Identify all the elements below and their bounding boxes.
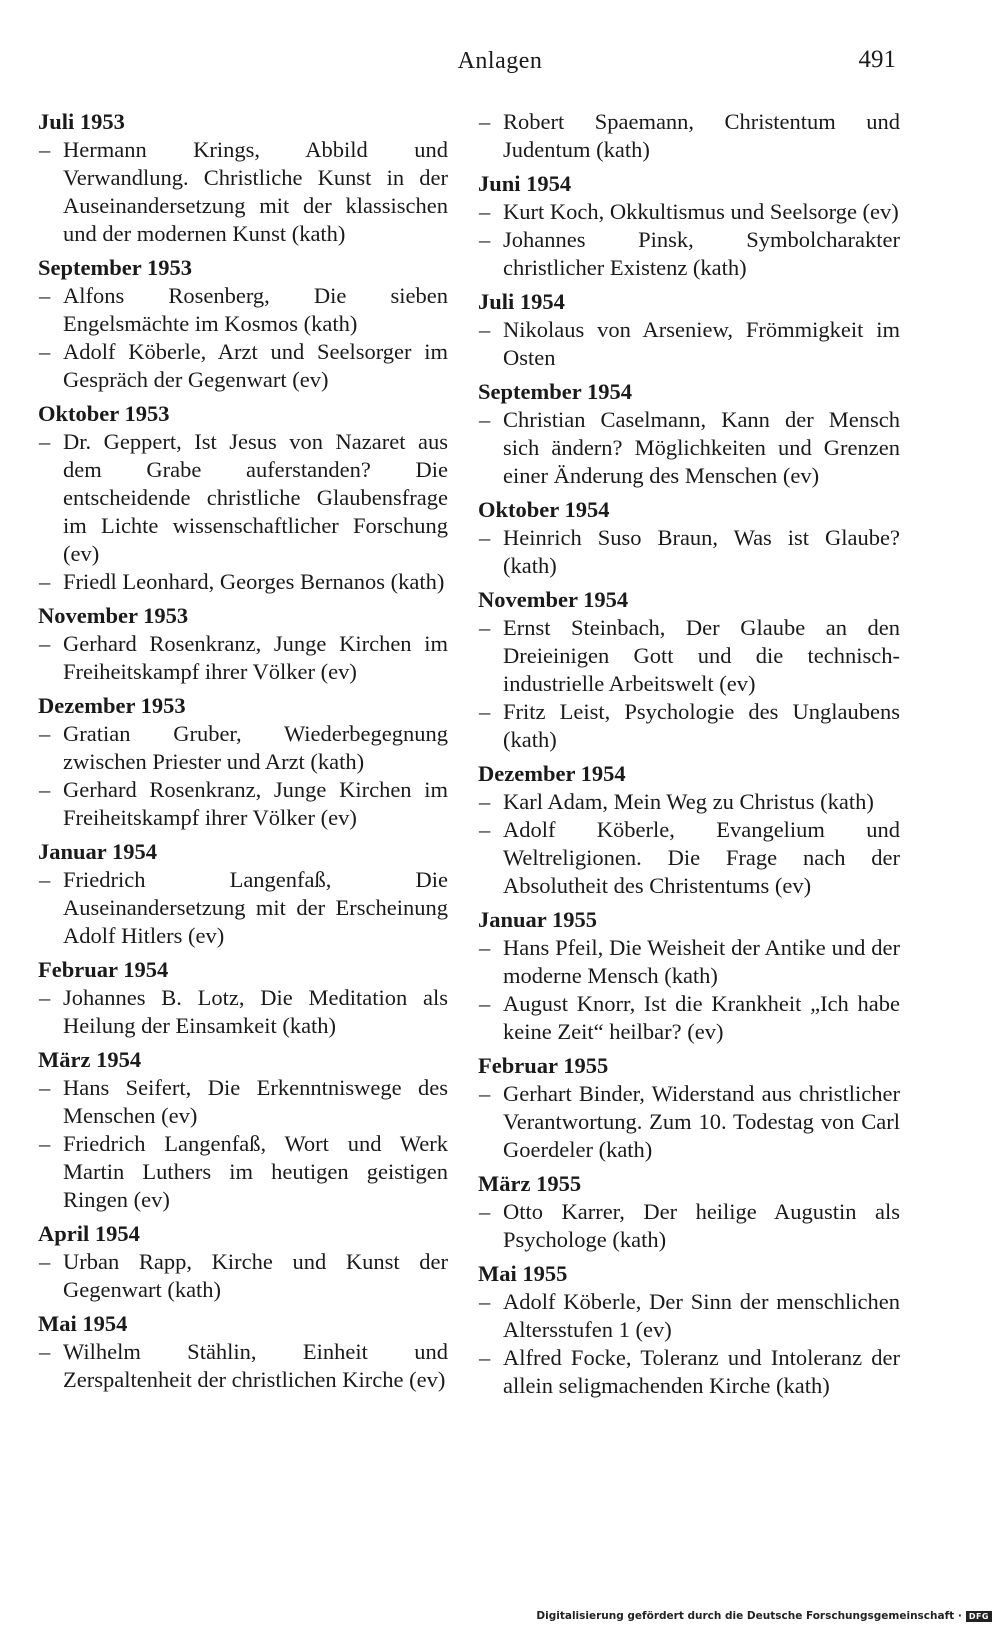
- lecture-entry: – Christian Caselmann, Kann der Mensch sich ändern? Möglichkeiten und Grenzen einer Änderung des Menschen (ev): [478, 406, 900, 490]
- month-heading: Mai 1954: [38, 1311, 128, 1336]
- month-section: [38, 254, 448, 394]
- month-section: [478, 496, 900, 580]
- month-heading: Februar 1954: [38, 957, 169, 982]
- month-heading: November 1953: [38, 603, 189, 628]
- lecture-entry: – Karl Adam, Mein Weg zu Christus (kath): [478, 788, 900, 816]
- month-section: [478, 1260, 900, 1400]
- month-heading: Februar 1955: [478, 1053, 609, 1078]
- lecture-entry: – Hans Pfeil, Die Weisheit der Antike und der moderne Mensch (kath): [478, 934, 900, 990]
- month-section: [38, 692, 448, 832]
- month-section: [478, 1170, 900, 1254]
- lecture-entry: – Hermann Krings, Abbild und Verwandlung. Christliche Kunst in der Auseinandersetzung mit der klassischen und der modernen Kunst (kath): [38, 136, 448, 248]
- left-column: [38, 108, 448, 1400]
- lecture-entry: – Kurt Koch, Okkultismus und Seelsorge (ev): [478, 198, 900, 226]
- month-heading: Juni 1954: [478, 171, 572, 196]
- month-section: [38, 1046, 448, 1214]
- month-heading: November 1954: [478, 587, 629, 612]
- month-section: [478, 586, 900, 754]
- month-section: [38, 1220, 448, 1304]
- dfg-logo: DFG: [966, 1611, 992, 1622]
- month-heading: März 1954: [38, 1047, 142, 1072]
- lecture-entry: – Adolf Köberle, Evangelium und Weltreligionen. Die Frage nach der Absolutheit des Christentums (ev): [478, 816, 900, 900]
- lecture-entry: – Fritz Leist, Psychologie des Unglaubens (kath): [478, 698, 900, 754]
- footer-text: Digitalisierung gefördert durch die Deutsche Forschungsgemeinschaft ·: [536, 1610, 962, 1622]
- month-heading: Mai 1955: [478, 1261, 568, 1286]
- lecture-entry: – Alfred Focke, Toleranz und Intoleranz der allein seligmachenden Kirche (kath): [478, 1344, 900, 1400]
- month-heading: Oktober 1953: [38, 401, 170, 426]
- page-number: 491: [858, 46, 896, 73]
- lecture-entry: – Gratian Gruber, Wiederbegegnung zwischen Priester und Arzt (kath): [38, 720, 448, 776]
- lecture-entry: – Robert Spaemann, Christentum und Judentum (kath): [478, 108, 900, 164]
- page-header: [0, 44, 1000, 84]
- lecture-entry: – Ernst Steinbach, Der Glaube an den Dreieinigen Gott und die technisch-industrielle Arbeitswelt (ev): [478, 614, 900, 698]
- lecture-entry: – Friedrich Langenfaß, Wort und Werk Martin Luthers im heutigen geistigen Ringen (ev): [38, 1130, 448, 1214]
- lecture-entry: – Gerhard Rosenkranz, Junge Kirchen im Freiheitskampf ihrer Völker (ev): [38, 630, 448, 686]
- month-heading: Juli 1953: [38, 109, 125, 134]
- month-section: [478, 1052, 900, 1164]
- lecture-entry: – Heinrich Suso Braun, Was ist Glaube? (kath): [478, 524, 900, 580]
- lecture-entry: – Otto Karrer, Der heilige Augustin als Psychologe (kath): [478, 1198, 900, 1254]
- lecture-entry: – August Knorr, Ist die Krankheit „Ich habe keine Zeit“ heilbar? (ev): [478, 990, 900, 1046]
- month-section: [478, 906, 900, 1046]
- month-section: [38, 108, 448, 248]
- month-section: [38, 956, 448, 1040]
- month-heading: April 1954: [38, 1221, 140, 1246]
- month-heading: Dezember 1953: [38, 693, 186, 718]
- lecture-entry: – Adolf Köberle, Arzt und Seelsorger im Gespräch der Gegenwart (ev): [38, 338, 448, 394]
- lecture-entry: – Hans Seifert, Die Erkenntniswege des Menschen (ev): [38, 1074, 448, 1130]
- month-heading: September 1953: [38, 255, 192, 280]
- month-section: [38, 1310, 448, 1394]
- month-section: [38, 602, 448, 686]
- lecture-entry: – Friedl Leonhard, Georges Bernanos (kath): [38, 568, 448, 596]
- month-section: [38, 838, 448, 950]
- lecture-entry: – Friedrich Langenfaß, Die Auseinandersetzung mit der Erscheinung Adolf Hitlers (ev): [38, 866, 448, 950]
- digitization-footer: [536, 1610, 992, 1622]
- lecture-entry: – Wilhelm Stählin, Einheit und Zerspaltenheit der christlichen Kirche (ev): [38, 1338, 448, 1394]
- month-section: [478, 288, 900, 372]
- month-heading: September 1954: [478, 379, 632, 404]
- month-section: [478, 108, 900, 164]
- lecture-entry: – Adolf Köberle, Der Sinn der menschlichen Altersstufen 1 (ev): [478, 1288, 900, 1344]
- lecture-entry: – Urban Rapp, Kirche und Kunst der Gegenwart (kath): [38, 1248, 448, 1304]
- lecture-entry: – Gerhart Binder, Widerstand aus christlicher Verantwortung. Zum 10. Todestag von Carl Goerdeler (kath): [478, 1080, 900, 1164]
- month-section: [478, 760, 900, 900]
- right-column: [478, 108, 900, 1406]
- lecture-entry: – Dr. Geppert, Ist Jesus von Nazaret aus dem Grabe auferstanden? Die entscheidende christliche Glaubensfrage im Lichte wissenschaftlicher Forschung (ev): [38, 428, 448, 568]
- lecture-entry: – Gerhard Rosenkranz, Junge Kirchen im Freiheitskampf ihrer Völker (ev): [38, 776, 448, 832]
- month-heading: Juli 1954: [478, 289, 565, 314]
- lecture-entry: – Nikolaus von Arseniew, Frömmigkeit im Osten: [478, 316, 900, 372]
- month-heading: Dezember 1954: [478, 761, 626, 786]
- month-heading: Oktober 1954: [478, 497, 610, 522]
- lecture-entry: – Alfons Rosenberg, Die sieben Engelsmächte im Kosmos (kath): [38, 282, 448, 338]
- month-heading: Januar 1955: [478, 907, 597, 932]
- running-head: Anlagen: [457, 48, 543, 74]
- lecture-entry: – Johannes B. Lotz, Die Meditation als Heilung der Einsamkeit (kath): [38, 984, 448, 1040]
- lecture-entry: – Johannes Pinsk, Symbolcharakter christlicher Existenz (kath): [478, 226, 900, 282]
- month-section: [478, 170, 900, 282]
- month-heading: März 1955: [478, 1171, 582, 1196]
- month-section: [478, 378, 900, 490]
- month-heading: Januar 1954: [38, 839, 157, 864]
- month-section: [38, 400, 448, 596]
